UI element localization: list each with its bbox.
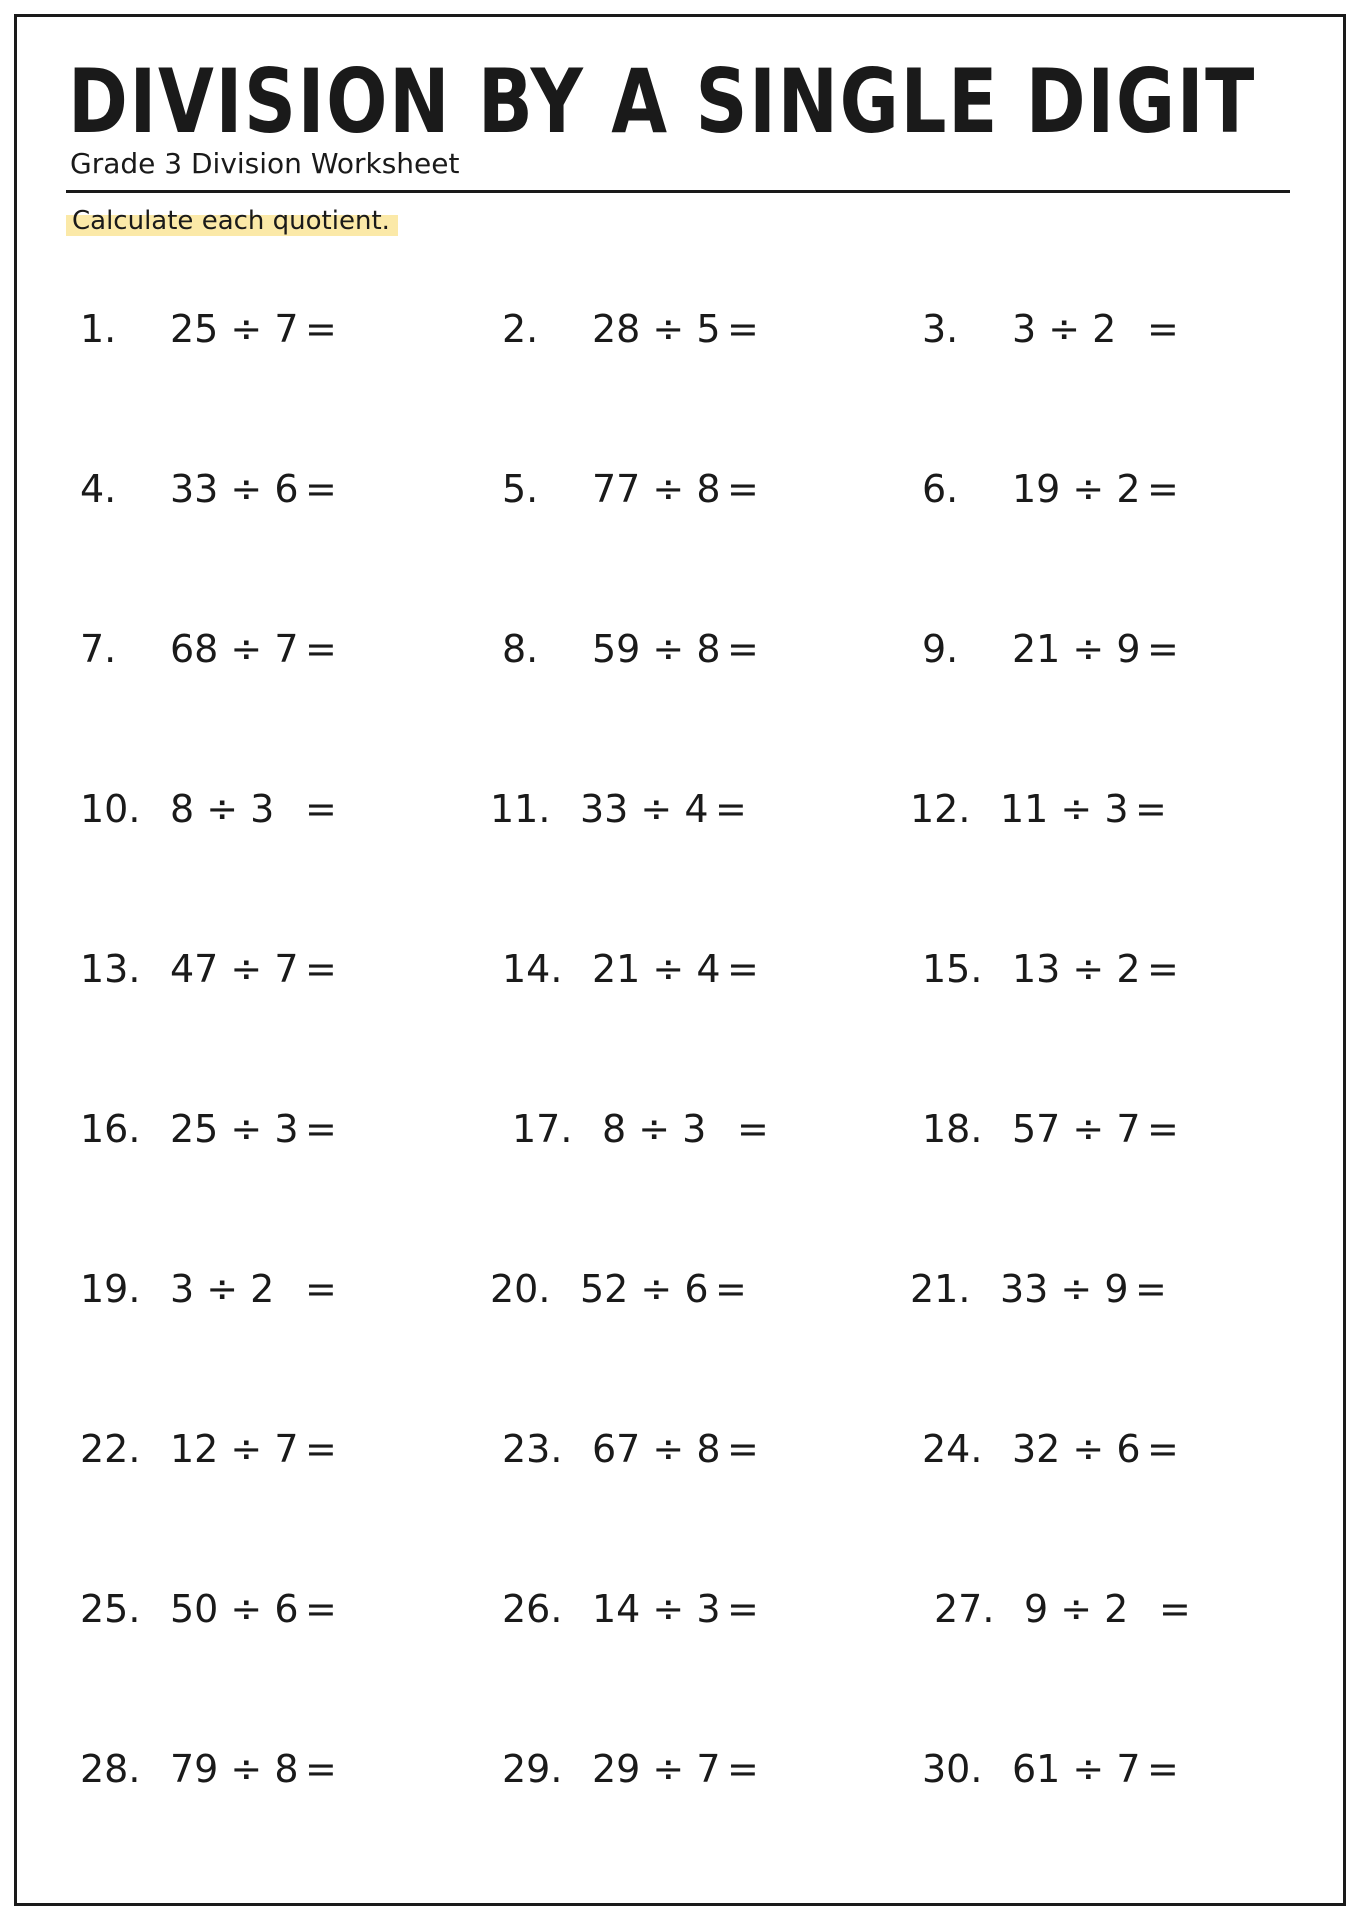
equals-sign: = <box>305 307 337 351</box>
problem-number: 3. <box>922 307 959 351</box>
problem-expression: 25 ÷ 7 <box>170 307 299 351</box>
equals-sign: = <box>1147 307 1179 351</box>
equals-sign: = <box>305 1107 337 1151</box>
problem-number: 20. <box>490 1267 551 1311</box>
problem-number: 5. <box>502 467 539 511</box>
equals-sign: = <box>1147 1107 1179 1151</box>
problem-number: 4. <box>80 467 117 511</box>
equals-sign: = <box>715 787 747 831</box>
problem-number: 14. <box>502 947 563 991</box>
problem-expression: 3 ÷ 2 <box>1012 307 1117 351</box>
problem-expression: 8 ÷ 3 <box>170 787 275 831</box>
problem-number: 6. <box>922 467 959 511</box>
equals-sign: = <box>727 1747 759 1791</box>
problem-expression: 21 ÷ 9 <box>1012 627 1141 671</box>
problem-expression: 79 ÷ 8 <box>170 1747 299 1791</box>
problem-number: 18. <box>922 1107 983 1151</box>
equals-sign: = <box>1135 1267 1167 1311</box>
equals-sign: = <box>1147 1747 1179 1791</box>
problem-number: 19. <box>80 1267 141 1311</box>
problem-expression: 50 ÷ 6 <box>170 1587 299 1631</box>
problem-expression: 9 ÷ 2 <box>1024 1587 1129 1631</box>
problem-number: 22. <box>80 1427 141 1471</box>
problem-expression: 21 ÷ 4 <box>592 947 721 991</box>
problem-expression: 52 ÷ 6 <box>580 1267 709 1311</box>
equals-sign: = <box>1147 467 1179 511</box>
problem-expression: 33 ÷ 4 <box>580 787 709 831</box>
problem-expression: 33 ÷ 6 <box>170 467 299 511</box>
problem-number: 17. <box>512 1107 573 1151</box>
equals-sign: = <box>1135 787 1167 831</box>
problem-number: 13. <box>80 947 141 991</box>
problem-number: 26. <box>502 1587 563 1631</box>
problem-number: 25. <box>80 1587 141 1631</box>
problem-expression: 29 ÷ 7 <box>592 1747 721 1791</box>
problem-expression: 47 ÷ 7 <box>170 947 299 991</box>
equals-sign: = <box>1147 1427 1179 1471</box>
equals-sign: = <box>1147 627 1179 671</box>
equals-sign: = <box>737 1107 769 1151</box>
equals-sign: = <box>305 947 337 991</box>
problem-number: 10. <box>80 787 141 831</box>
problem-expression: 32 ÷ 6 <box>1012 1427 1141 1471</box>
equals-sign: = <box>305 1267 337 1311</box>
problem-expression: 11 ÷ 3 <box>1000 787 1129 831</box>
problem-expression: 61 ÷ 7 <box>1012 1747 1141 1791</box>
problem-number: 29. <box>502 1747 563 1791</box>
equals-sign: = <box>305 1427 337 1471</box>
problem-number: 1. <box>80 307 117 351</box>
problem-number: 2. <box>502 307 539 351</box>
problem-expression: 19 ÷ 2 <box>1012 467 1141 511</box>
problem-expression: 33 ÷ 9 <box>1000 1267 1129 1311</box>
equals-sign: = <box>305 1587 337 1631</box>
problem-number: 8. <box>502 627 539 671</box>
equals-sign: = <box>715 1267 747 1311</box>
problem-expression: 28 ÷ 5 <box>592 307 721 351</box>
problem-expression: 68 ÷ 7 <box>170 627 299 671</box>
instruction-text: Calculate each quotient. <box>66 206 398 236</box>
equals-sign: = <box>1147 947 1179 991</box>
equals-sign: = <box>727 467 759 511</box>
problem-number: 23. <box>502 1427 563 1471</box>
problem-number: 12. <box>910 787 971 831</box>
problem-number: 9. <box>922 627 959 671</box>
problem-expression: 57 ÷ 7 <box>1012 1107 1141 1151</box>
problem-number: 15. <box>922 947 983 991</box>
header-divider <box>66 190 1290 193</box>
equals-sign: = <box>727 947 759 991</box>
equals-sign: = <box>1159 1587 1191 1631</box>
equals-sign: = <box>305 627 337 671</box>
problem-number: 16. <box>80 1107 141 1151</box>
problem-expression: 3 ÷ 2 <box>170 1267 275 1311</box>
problem-expression: 77 ÷ 8 <box>592 467 721 511</box>
equals-sign: = <box>727 307 759 351</box>
problem-expression: 12 ÷ 7 <box>170 1427 299 1471</box>
problem-expression: 25 ÷ 3 <box>170 1107 299 1151</box>
equals-sign: = <box>305 787 337 831</box>
problem-expression: 14 ÷ 3 <box>592 1587 721 1631</box>
equals-sign: = <box>305 467 337 511</box>
problem-expression: 59 ÷ 8 <box>592 627 721 671</box>
equals-sign: = <box>727 1427 759 1471</box>
problem-number: 27. <box>934 1587 995 1631</box>
problem-number: 7. <box>80 627 117 671</box>
problem-expression: 67 ÷ 8 <box>592 1427 721 1471</box>
problem-number: 11. <box>490 787 551 831</box>
equals-sign: = <box>727 627 759 671</box>
problem-number: 24. <box>922 1427 983 1471</box>
page-title: DIVISION BY A SINGLE DIGIT <box>68 50 1257 153</box>
problem-number: 21. <box>910 1267 971 1311</box>
problem-number: 28. <box>80 1747 141 1791</box>
problem-expression: 8 ÷ 3 <box>602 1107 707 1151</box>
equals-sign: = <box>305 1747 337 1791</box>
equals-sign: = <box>727 1587 759 1631</box>
problem-number: 30. <box>922 1747 983 1791</box>
problem-expression: 13 ÷ 2 <box>1012 947 1141 991</box>
page-subtitle: Grade 3 Division Worksheet <box>70 147 460 180</box>
